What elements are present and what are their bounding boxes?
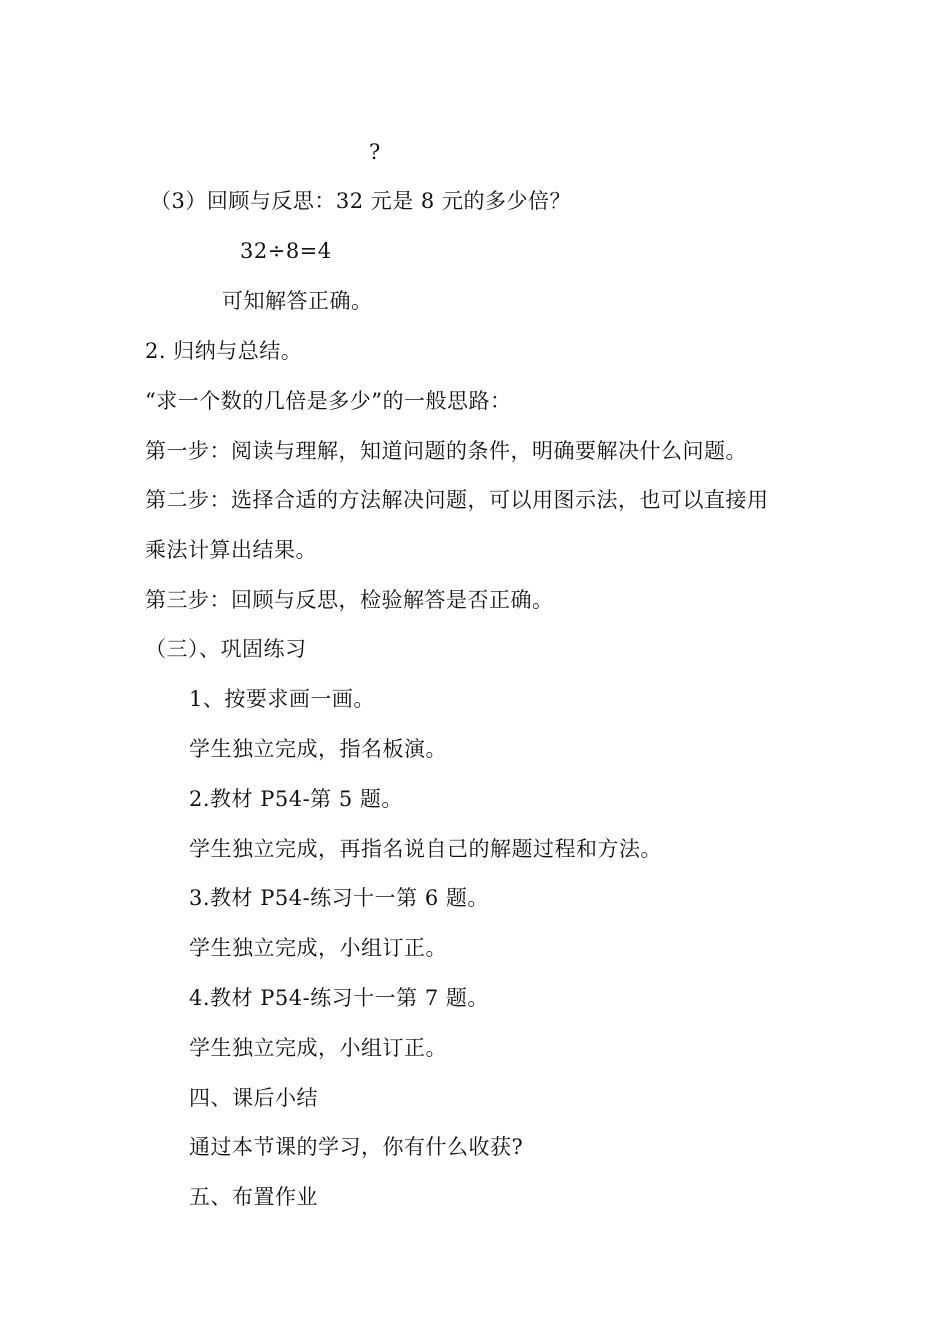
- exercise-4: 4.教材 P54-练习十一第 7 题。: [189, 986, 489, 1010]
- answer-check: 可知解答正确。: [222, 289, 373, 313]
- method-intro: “求一个数的几倍是多少”的一般思路：: [145, 389, 512, 413]
- review-question: （3）回顾与反思：32 元是 8 元的多少倍？: [150, 189, 571, 213]
- step-two-continued: 乘法计算出结果。: [145, 538, 317, 562]
- section-heading-conclusion: 四、课后小结: [189, 1086, 318, 1110]
- question-mark: ?: [369, 140, 381, 164]
- exercise-4-note: 学生独立完成，小组订正。: [189, 1036, 447, 1060]
- section-heading-practice: （三）、巩固练习: [145, 637, 307, 661]
- section-heading-summary: 2. 归纳与总结。: [145, 339, 303, 363]
- exercise-3-note: 学生独立完成，小组订正。: [189, 936, 447, 960]
- exercise-1-note: 学生独立完成，指名板演。: [189, 737, 447, 761]
- step-three: 第三步：回顾与反思，检验解答是否正确。: [145, 588, 554, 612]
- conclusion-question: 通过本节课的学习，你有什么收获?: [189, 1135, 524, 1159]
- exercise-1: 1、按要求画一画。: [189, 687, 375, 711]
- step-two: 第二步：选择合适的方法解决问题，可以用图示法，也可以直接用: [145, 488, 769, 512]
- exercise-2-note: 学生独立完成，再指名说自己的解题过程和方法。: [189, 837, 662, 861]
- equation: 32÷8=4: [240, 239, 332, 263]
- exercise-2: 2.教材 P54-第 5 题。: [189, 787, 403, 811]
- section-heading-homework: 五、布置作业: [189, 1185, 318, 1209]
- step-one: 第一步：阅读与理解，知道问题的条件，明确要解决什么问题。: [145, 439, 747, 463]
- exercise-3: 3.教材 P54-练习十一第 6 题。: [189, 886, 489, 910]
